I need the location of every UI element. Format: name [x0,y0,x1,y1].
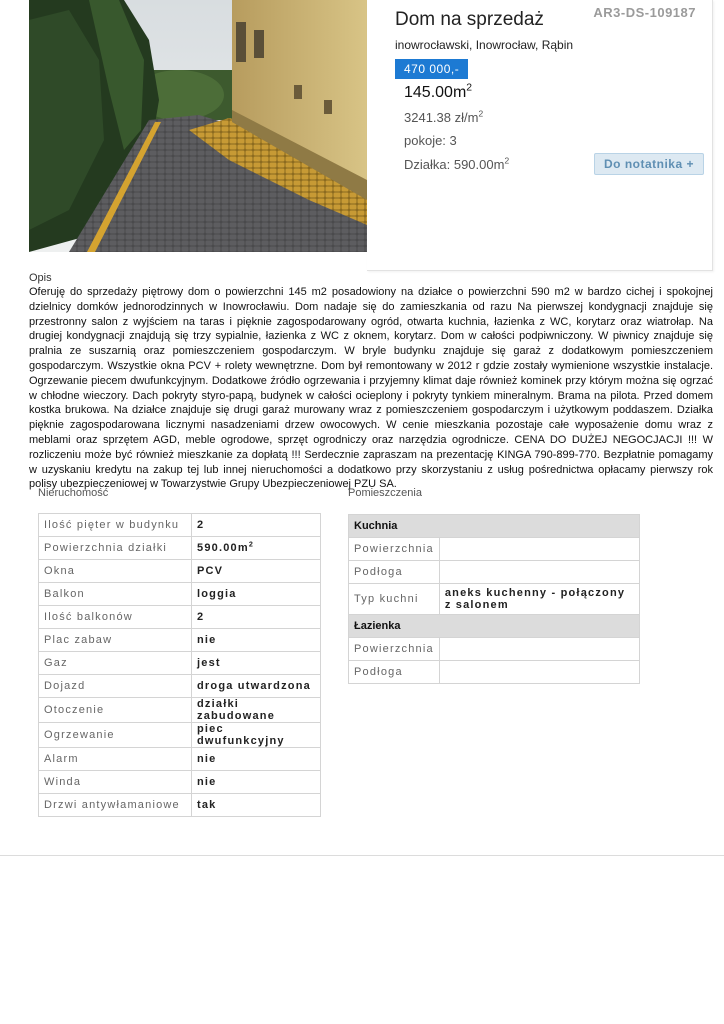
table-row [349,661,640,684]
listing-title: Dom na sprzedaż [395,9,544,30]
table-row [39,771,321,794]
room-key: Podłoga [349,561,440,584]
property-key: Dojazd [39,675,192,698]
table-row [39,629,321,652]
property-value: 2 [192,606,321,629]
property-key: Balkon [39,583,192,606]
property-key: Plac zabaw [39,629,192,652]
property-key: Winda [39,771,192,794]
property-section-label: Nieruchomość [38,487,109,499]
rooms-details-table [348,514,640,684]
property-value: nie [192,771,321,794]
property-key: Ilość pięter w budynku [39,514,192,537]
description-label: Opis [29,272,52,284]
table-row [39,723,321,748]
price-per-m2-text: 3241.38 zł/m [404,110,479,125]
property-value: jest [192,652,321,675]
price-badge: 470 000,- [395,59,468,79]
room-key: Typ kuchni [349,584,440,615]
property-key: Drzwi antywłamaniowe [39,794,192,817]
room-group-name: Kuchnia [349,515,640,538]
property-value-text: 590.00m [197,542,249,554]
room-value [439,638,639,661]
table-row [39,675,321,698]
table-row [349,538,640,561]
listing-location: inowrocławski, Inowrocław, Rąbin [395,38,574,52]
area-unit-sup: 2 [466,82,473,94]
room-key: Powierzchnia [349,638,440,661]
property-value: 2 [192,514,321,537]
property-key: Otoczenie [39,698,192,723]
table-row [39,698,321,723]
table-row [39,652,321,675]
property-value: loggia [192,583,321,606]
area-value-text: 145.00m [404,84,467,101]
footer-divider [0,855,724,856]
table-row [39,583,321,606]
property-key: Gaz [39,652,192,675]
property-key: Powierzchnia działki [39,537,192,560]
property-key: Ogrzewanie [39,723,192,748]
plot-area [404,157,509,172]
add-to-notebook-button[interactable]: Do notatnika + [594,153,704,175]
table-row [39,794,321,817]
table-row [349,561,640,584]
room-group-name: Łazienka [349,615,640,638]
room-group-header [349,615,640,638]
property-value: nie [192,629,321,652]
price-per-m2-sup: 2 [478,108,484,119]
property-key: Alarm [39,748,192,771]
room-value [439,561,639,584]
property-value: nie [192,748,321,771]
property-details-table [38,513,321,817]
table-row [39,560,321,583]
table-row [39,606,321,629]
table-row [39,748,321,771]
price-per-m2 [404,110,483,125]
area-value [404,84,472,102]
room-key: Powierzchnia [349,538,440,561]
description-text: Oferuję do sprzedaży piętrowy dom o powierzchni 145 m2 posadowiony na działce o powierzchni 590 m2 w bardzo cichej i spokojnej dzielnicy domków jednorodzinnych w Inowrocławiu. Dom nadaje się do zamieszkania od razu Na pierwszej kondygnacji znajduje się przestronny salon z wyjściem na taras i pięknie zagospodarowany ogród, otwarta kuchnia, łazienka z WC, korytarz oraz wiatrołap. Na drugiej kondygnacji znajdują się trzy sypialnie, łazienka z WC z oknem, korytarz. Dom w całości podpiwniczony. W piwnicy znajduje się pralnia ze suszarnią oraz pomieszczeniem gospodarczym. W bryle budynku znajduje się garaż z dodatkowym pomieszczeniem gospodarczym. Wszystkie okna PCV + rolety wewnętrzne. Dom był remontowany w 2012 r gdzie zostały wymienione wszystkie instalacje. Ogrzewanie piecem dwufunkcyjnym. Dodatkowe źródło ogrzewania i przyjemny klimat daje również kominek przy którym można się ogrzać w chłodne wieczory. Dach pokryty styro-papą, budynek w całości ocieplony i pokryty tynkiem mineralnym. Brama na pilota. Przed domem kostka brukowa. Na działce znajduje się drugi garaż murowany wraz z pomieszczeniem gospodarczym i użytkowym poddaszem. Działka pięknie zagospodarowana licznymi nasadzeniami drzew owocowych. W cenie mieszkania pozostaje całe wyposażenie domu wraz z meblami oraz sprzętem AGD, meble ogrodowe, sprzęt ogrodniczy oraz narzędzia ogrodnicze. CENA DO DUŻEJ NEGOCJACJI !!! W rozliczeniu może być również mieszkanie za dopłatą !!! Serdecznie zapraszam na prezentację KINGA 790-899-770. Bezpłatnie pomagamy w uzyskaniu kredytu na zakup tej lub innej nieruchomości a dodatkowo przy skorzystaniu z usług pośrednictwa opłacamy pierwszy rok polisy ubezpieczeniowej w Towarzystwie Grupy Ubezpieczeniowej PZU SA. [29,286,713,491]
property-value: tak [192,794,321,817]
table-row [39,537,321,560]
table-row [349,638,640,661]
table-row [349,584,640,615]
rooms-section-label: Pomieszczenia [348,487,422,499]
property-value: PCV [192,560,321,583]
room-value [439,538,639,561]
house-photo-image [29,0,367,252]
property-value: piec dwufunkcyjny [192,723,321,748]
rooms-count: pokoje: 3 [404,133,457,148]
table-row [39,514,321,537]
room-key: Podłoga [349,661,440,684]
room-group-header [349,515,640,538]
property-photo [29,0,367,252]
property-value: droga utwardzona [192,675,321,698]
property-key: Okna [39,560,192,583]
property-value: działki zabudowane [192,698,321,723]
plot-area-text: Działka: 590.00m [404,157,505,172]
property-value [192,537,321,560]
room-value [439,661,639,684]
property-key: Ilość balkonów [39,606,192,629]
listing-code: AR3-DS-109187 [593,5,696,20]
room-value: aneks kuchenny - połączony z salonem [439,584,639,615]
property-value-sup: 2 [248,540,254,549]
plot-area-sup: 2 [504,155,510,166]
